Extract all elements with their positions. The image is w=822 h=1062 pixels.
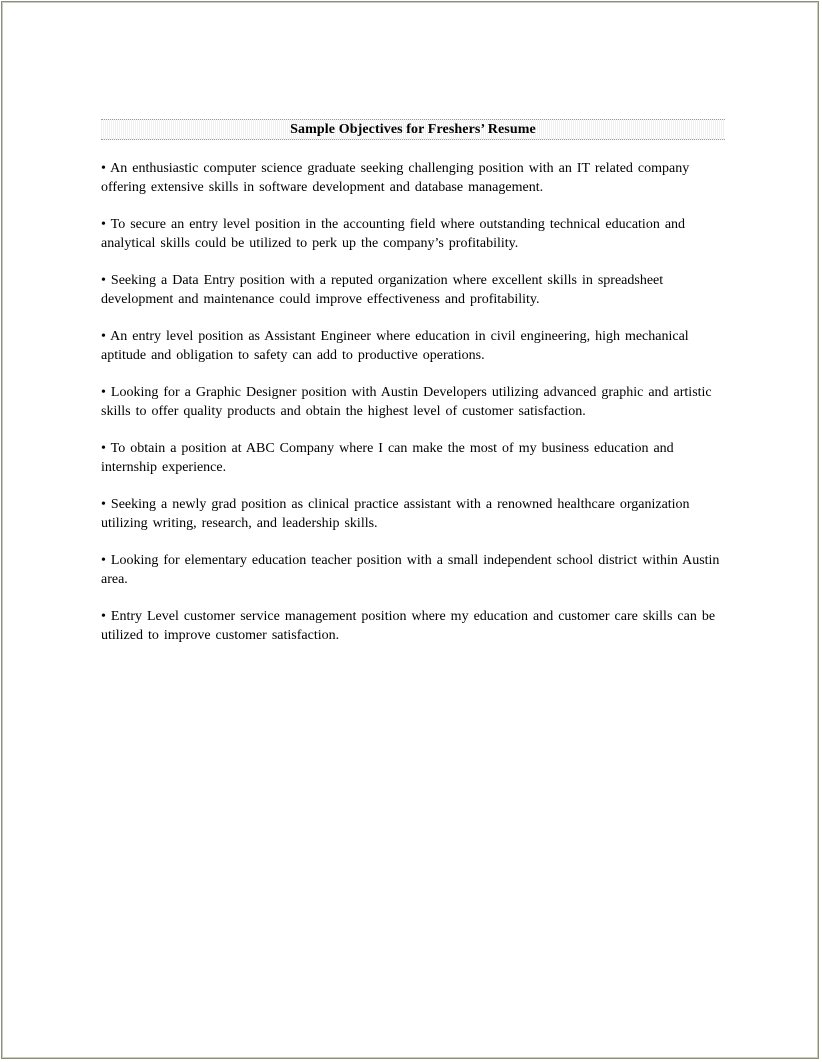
objective-item: • An entry level position as Assistant Engineer where education in civil engineering, high mechanical aptitude and obligation to safety can add to productive operations.: [101, 329, 689, 363]
objective-item: • Seeking a Data Entry position with a reputed organization where excellent skills in spreadsheet development and maintenance could improve effectiveness and profitability.: [101, 273, 664, 307]
document-body: [101, 119, 725, 663]
objective-item: • Seeking a newly grad position as clinical practice assistant with a renowned healthcare organization utilizing writing, research, and leadership skills.: [101, 497, 690, 531]
document-title: Sample Objectives for Freshers’ Resume: [290, 121, 536, 137]
objectives-list: [101, 159, 725, 645]
objective-item: • Looking for elementary education teacher position with a small independent school district within Austin area.: [101, 553, 720, 587]
page-frame: [1, 1, 819, 1059]
objective-item: • To obtain a position at ABC Company where I can make the most of my business education and internship experience.: [101, 441, 674, 475]
objective-item: • An enthusiastic computer science graduate seeking challenging position with an IT related company offering extensive skills in software development and database management.: [101, 161, 690, 195]
objective-item: • Looking for a Graphic Designer position with Austin Developers utilizing advanced graphic and artistic skills to offer quality products and obtain the highest level of customer satisfaction.: [101, 385, 712, 419]
objective-item: • To secure an entry level position in the accounting field where outstanding technical education and analytical skills could be utilized to perk up the company’s profitability.: [101, 217, 686, 251]
objective-item: • Entry Level customer service management position where my education and customer care skills can be utilized to improve customer satisfaction.: [101, 609, 716, 643]
title-bar: [101, 119, 725, 140]
